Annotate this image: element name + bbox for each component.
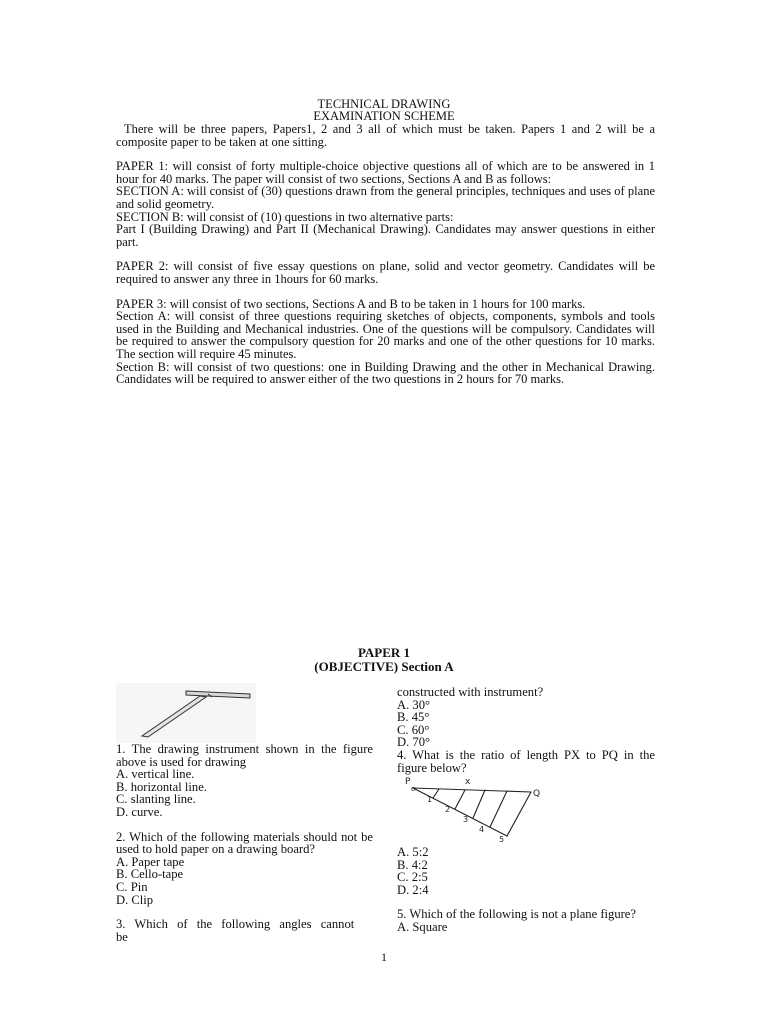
figure-label-p: P [405, 777, 411, 787]
question-3-option-b: B. 45° [397, 710, 430, 725]
page-number: 1 [381, 950, 387, 964]
question-1-option-a: A. vertical line. [116, 767, 195, 782]
doc-subtitle: EXAMINATION SCHEME [313, 109, 455, 123]
figure-label-3: 3 [463, 815, 469, 824]
t-square-figure [116, 683, 256, 743]
parts-paragraph: Part I (Building Drawing) and Part II (Mechanical Drawing). Candidates may answer questions in either part. [116, 222, 655, 249]
section-b-paragraph: SECTION B: will consist of (10) questions in two alternative parts: [116, 209, 454, 224]
question-4-stem: 4. What is the ratio of length PX to PQ in the figure below? [397, 747, 655, 775]
figure-label-q: Q [533, 789, 541, 799]
figure-label-o: o [411, 785, 416, 793]
question-1-option-b: B. horizontal line. [116, 779, 207, 794]
left-column [116, 743, 373, 943]
question-3-option-c: C. 60° [397, 722, 430, 737]
question-4-option-d: D. 2:4 [397, 882, 429, 897]
question-3-option-d: D. 70° [397, 735, 431, 750]
question-2-option-d: D. Clip [116, 892, 154, 907]
question-5-stem: 5. Which of the following is not a plane figure? [397, 907, 636, 922]
question-2-option-b: B. Cello-tape [116, 867, 184, 882]
question-3-continuation: constructed with instrument? [397, 685, 544, 699]
doc-title: TECHNICAL DRAWING [317, 97, 451, 111]
question-4-option-b: B. 4:2 [397, 857, 428, 872]
figure-label-2: 2 [445, 805, 451, 814]
figure-label-x: x [465, 777, 471, 787]
question-3-stem: 3. Which of the following angles cannot be [116, 917, 355, 944]
paper3-section-a-paragraph: Section A: will consist of three questions requiring sketches of objects, components, symbols and tools used in the Building and Mechanical industries. One of the questions will be compulsory. Candidates will be required to answer the compulsory question for 20 marks and one of the other questions for 10 marks. The section will require 45 minutes. [116, 309, 655, 361]
scheme-body [116, 123, 655, 386]
paper3-paragraph: PAPER 3: will consist of two sections, Sections A and B to be taken in 1 hours for 100 marks. [116, 296, 586, 311]
figure-label-4: 4 [479, 825, 485, 834]
paper1-title: PAPER 1 [357, 645, 411, 660]
question-4-option-a: A. 5:2 [397, 845, 429, 859]
right-column-lower [397, 846, 655, 934]
question-5-option-a: A. Square [397, 919, 448, 934]
question-4-option-c: C. 2:5 [397, 870, 428, 885]
question-3-option-a: A. 30° [397, 697, 431, 712]
paper1-subtitle: (OBJECTIVE) Section A [314, 659, 454, 674]
ratio-figure [403, 774, 553, 846]
question-2-option-c: C. Pin [116, 879, 148, 894]
figure-label-5: 5 [499, 835, 505, 844]
question-1-option-d: D. curve. [116, 804, 163, 819]
question-2-stem: 2. Which of the following materials should not be used to hold paper on a drawing board? [116, 829, 373, 857]
right-column [397, 686, 655, 774]
question-2-option-a: A. Paper tape [116, 854, 185, 869]
paper3-section-b-paragraph: Section B: will consist of two questions: one in Building Drawing and the other in Mechanical Drawing. Candidates will be required to answer either of the two questions in 2 hours for 70 marks. [116, 359, 655, 387]
paper1-paragraph: PAPER 1: will consist of forty multiple-choice objective questions all of which are to be answered in 1 hour for 40 marks. The paper will consist of two sections, Sections A and B as follows: [116, 159, 655, 186]
intro-paragraph: There will be three papers, Papers1, 2 and 3 all of which must be taken. Papers 1 and 2 will be a composite paper to be taken at one sitting. [116, 122, 655, 149]
question-1-stem: 1. The drawing instrument shown in the figure above is used for drawing [116, 742, 373, 769]
question-1-option-c: C. slanting line. [116, 792, 196, 807]
figure-label-1: 1 [427, 795, 433, 804]
section-a-paragraph: SECTION A: will consist of (30) questions drawn from the general principles, techniques and uses of plane and solid geometry. [116, 184, 655, 211]
paper2-paragraph: PAPER 2: will consist of five essay questions on plane, solid and vector geometry. Candidates will be required to answer any three in 1hours for 60 marks. [116, 259, 655, 286]
